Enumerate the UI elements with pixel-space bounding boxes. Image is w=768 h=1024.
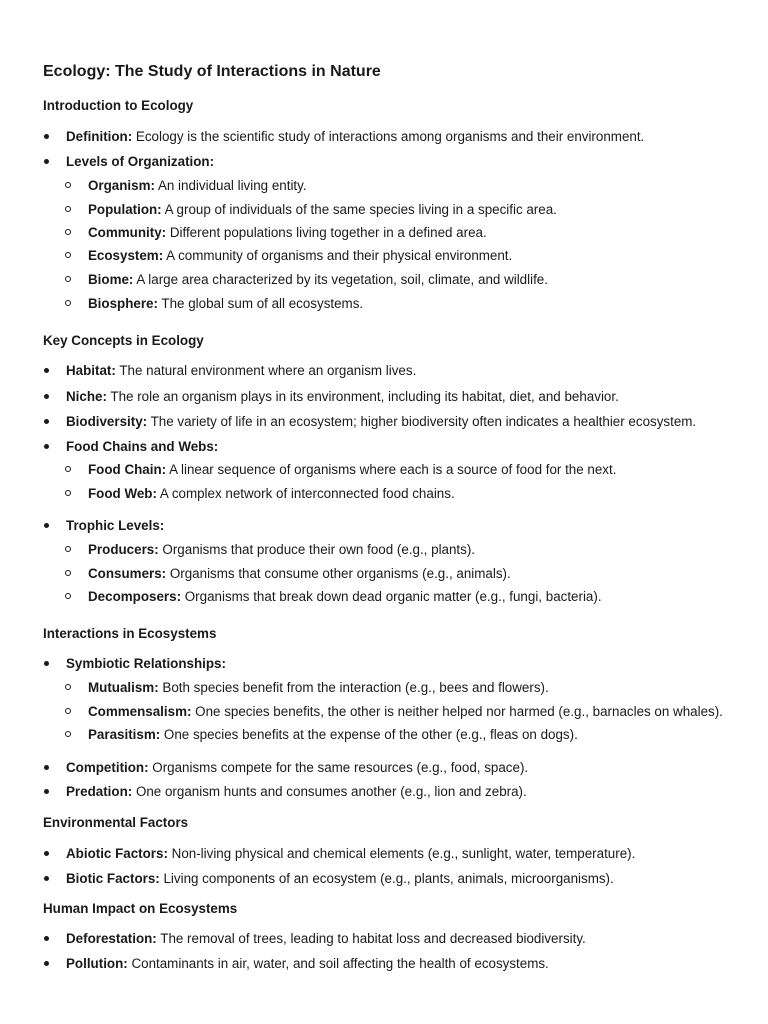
sub-item-population: Population: A group of individuals of the same species living in a specific area. xyxy=(64,201,557,219)
bullet-icon xyxy=(44,936,49,941)
bullet-icon xyxy=(44,159,49,164)
bullet-icon xyxy=(44,419,49,424)
sub-item-organism: Organism: An individual living entity. xyxy=(64,177,307,195)
list-item-pollution: Pollution: Contaminants in air, water, and soil affecting the health of ecosystems. xyxy=(43,955,549,973)
circle-bullet-icon xyxy=(65,466,71,472)
list-item-biotic-factors: Biotic Factors: Living components of an ecosystem (e.g., plants, animals, microorganisms). xyxy=(43,870,614,888)
section-heading-introduction: Introduction to Ecology xyxy=(43,98,194,113)
circle-bullet-icon xyxy=(65,684,71,690)
circle-bullet-icon xyxy=(65,276,71,282)
section-heading-environmental-factors: Environmental Factors xyxy=(43,815,189,830)
section-heading-interactions: Interactions in Ecosystems xyxy=(43,626,217,641)
sub-item-parasitism: Parasitism: One species benefits at the expense of the other (e.g., fleas on dogs). xyxy=(64,726,578,744)
section-heading-key-concepts: Key Concepts in Ecology xyxy=(43,333,204,348)
bullet-icon xyxy=(44,661,49,666)
sub-item-food-web: Food Web: A complex network of interconnected food chains. xyxy=(64,485,455,503)
circle-bullet-icon xyxy=(65,206,71,212)
circle-bullet-icon xyxy=(65,593,71,599)
list-item-abiotic-factors: Abiotic Factors: Non-living physical and chemical elements (e.g., sunlight, water, temperature). xyxy=(43,845,635,863)
bullet-icon xyxy=(44,368,49,373)
sub-item-ecosystem: Ecosystem: A community of organisms and their physical environment. xyxy=(64,247,512,265)
circle-bullet-icon xyxy=(65,546,71,552)
page-title: Ecology: The Study of Interactions in Nature xyxy=(43,63,381,80)
circle-bullet-icon xyxy=(65,708,71,714)
sub-item-decomposers: Decomposers: Organisms that break down dead organic matter (e.g., fungi, bacteria). xyxy=(64,588,602,606)
circle-bullet-icon xyxy=(65,731,71,737)
bullet-icon xyxy=(44,876,49,881)
list-item-competition: Competition: Organisms compete for the same resources (e.g., food, space). xyxy=(43,759,528,777)
sub-item-commensalism: Commensalism: One species benefits, the other is neither helped nor harmed (e.g., barnacles on whales). xyxy=(64,703,723,721)
bullet-icon xyxy=(44,765,49,770)
bullet-icon xyxy=(44,394,49,399)
list-item-habitat: Habitat: The natural environment where an organism lives. xyxy=(43,362,416,380)
list-item-biodiversity: Biodiversity: The variety of life in an ecosystem; higher biodiversity often indicates a healthier ecosystem. xyxy=(43,413,696,431)
list-item-predation: Predation: One organism hunts and consumes another (e.g., lion and zebra). xyxy=(43,783,527,801)
circle-bullet-icon xyxy=(65,252,71,258)
circle-bullet-icon xyxy=(65,300,71,306)
sub-item-biome: Biome: A large area characterized by its vegetation, soil, climate, and wildlife. xyxy=(64,271,548,289)
list-item-levels-of-organization: Levels of Organization: xyxy=(43,153,214,171)
section-heading-human-impact: Human Impact on Ecosystems xyxy=(43,901,238,916)
sub-item-producers: Producers: Organisms that produce their own food (e.g., plants). xyxy=(64,541,475,559)
circle-bullet-icon xyxy=(65,490,71,496)
list-item-trophic-levels: Trophic Levels: xyxy=(43,517,164,535)
sub-item-food-chain: Food Chain: A linear sequence of organisms where each is a source of food for the next. xyxy=(64,461,616,479)
circle-bullet-icon xyxy=(65,229,71,235)
bullet-icon xyxy=(44,961,49,966)
list-item-deforestation: Deforestation: The removal of trees, leading to habitat loss and decreased biodiversity. xyxy=(43,930,586,948)
sub-item-consumers: Consumers: Organisms that consume other organisms (e.g., animals). xyxy=(64,565,511,583)
bullet-icon xyxy=(44,523,49,528)
sub-item-community: Community: Different populations living together in a defined area. xyxy=(64,224,487,242)
bullet-icon xyxy=(44,851,49,856)
bullet-icon xyxy=(44,444,49,449)
list-item-food-chains-and-webs: Food Chains and Webs: xyxy=(43,438,218,456)
bullet-icon xyxy=(44,134,49,139)
circle-bullet-icon xyxy=(65,182,71,188)
sub-item-mutualism: Mutualism: Both species benefit from the interaction (e.g., bees and flowers). xyxy=(64,679,549,697)
circle-bullet-icon xyxy=(65,570,71,576)
bullet-icon xyxy=(44,789,49,794)
sub-item-biosphere: Biosphere: The global sum of all ecosystems. xyxy=(64,295,363,313)
list-item-definition: Definition: Ecology is the scientific study of interactions among organisms and their environment. xyxy=(43,128,644,146)
list-item-symbiotic-relationships: Symbiotic Relationships: xyxy=(43,655,226,673)
list-item-niche: Niche: The role an organism plays in its environment, including its habitat, diet, and behavior. xyxy=(43,388,619,406)
